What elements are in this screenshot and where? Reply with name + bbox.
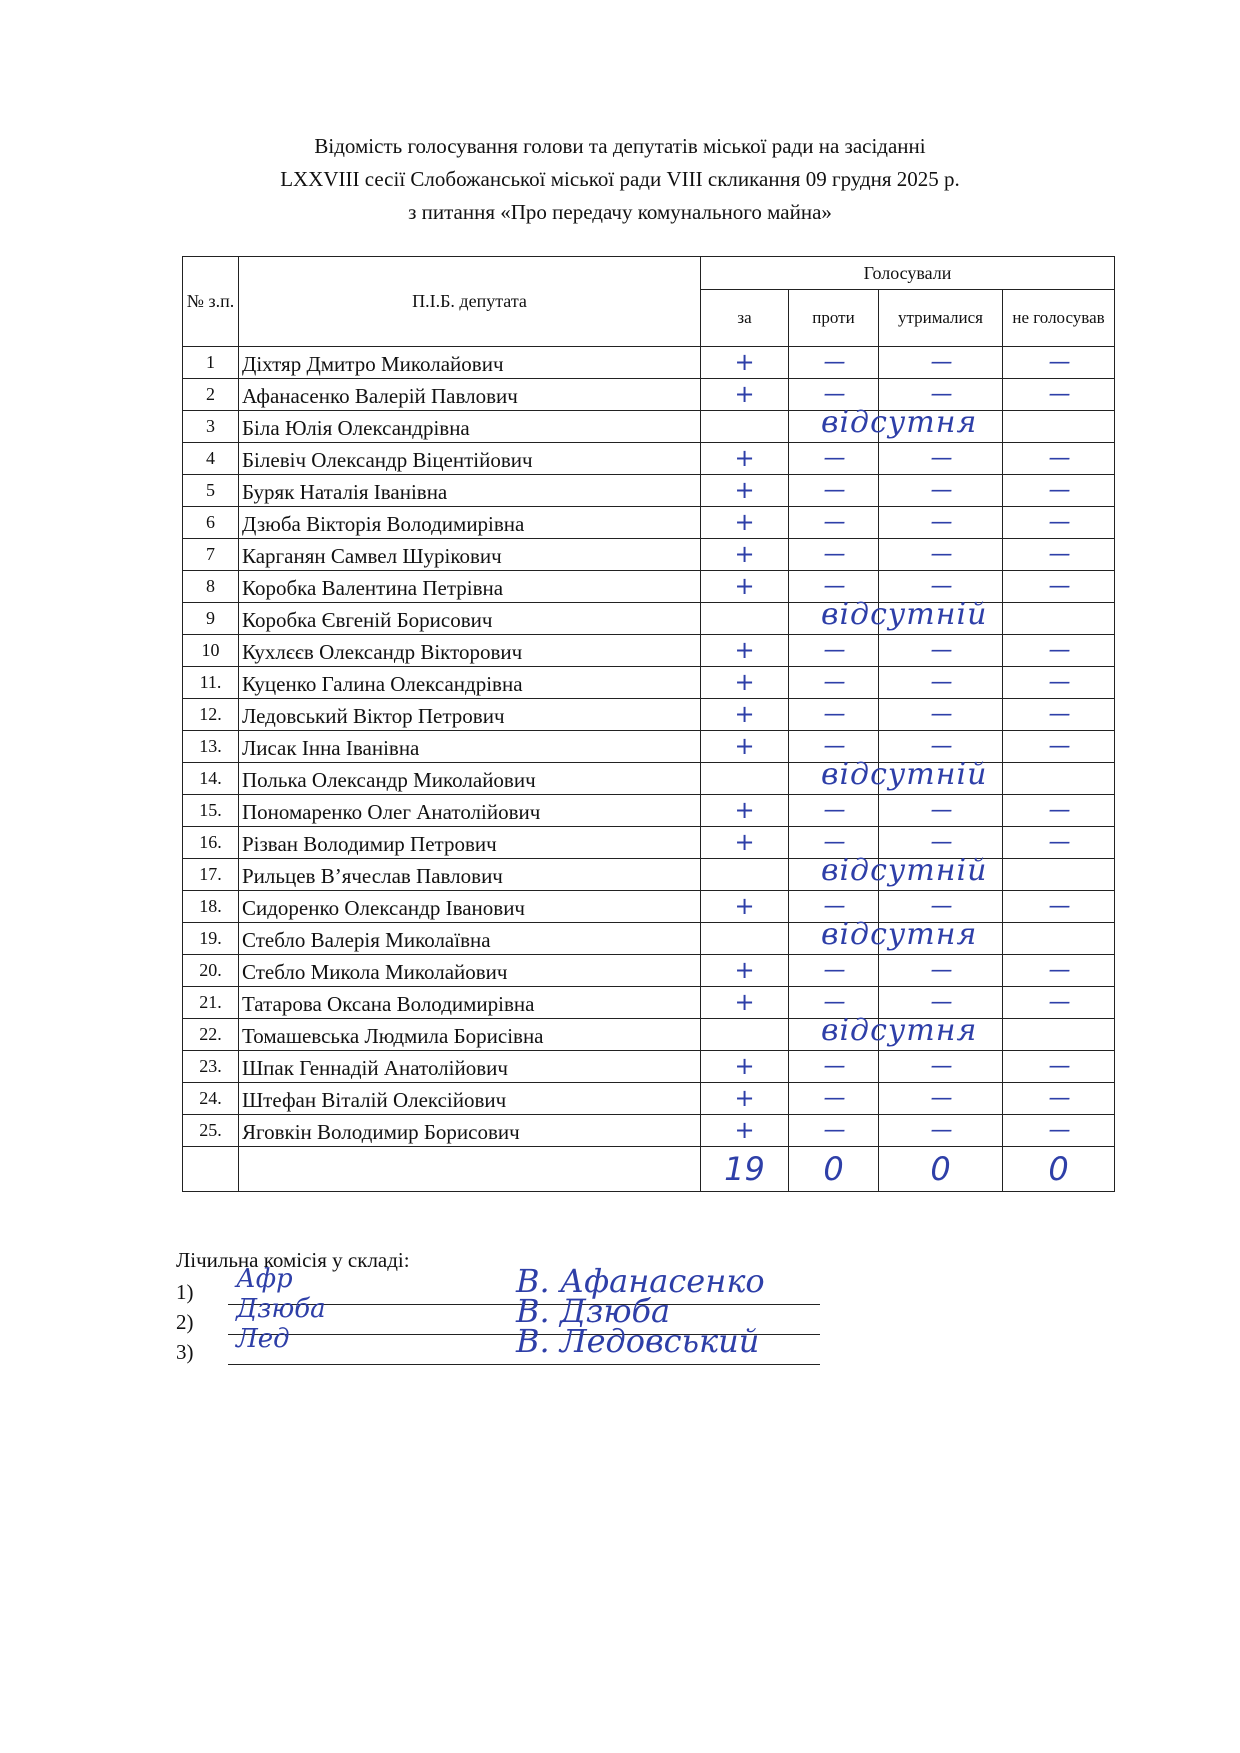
vote-abstained-cell bbox=[879, 1115, 1003, 1147]
vote-for-cell bbox=[701, 1013, 978, 1051]
header-not-voted: не голосував bbox=[1003, 290, 1115, 347]
vote-for-mark: + bbox=[734, 700, 755, 728]
vote-for-cell bbox=[701, 667, 789, 699]
vote-abstained-cell bbox=[879, 475, 1003, 507]
table-row bbox=[183, 955, 1115, 987]
member-number: 1) bbox=[176, 1280, 194, 1304]
dash-mark: — bbox=[1048, 573, 1069, 599]
vote-for-cell bbox=[701, 1051, 789, 1083]
dash-mark: — bbox=[823, 477, 844, 503]
dash-mark: — bbox=[1048, 637, 1069, 663]
row-number: 9 bbox=[183, 603, 239, 635]
deputy-name: Шпак Геннадій Анатолійович bbox=[239, 1051, 701, 1083]
table-row bbox=[183, 539, 1115, 571]
vote-against-cell bbox=[789, 763, 879, 795]
table-row bbox=[183, 411, 1115, 443]
table-row bbox=[183, 1019, 1115, 1051]
dash-mark: — bbox=[823, 573, 844, 599]
vote-for-mark: + bbox=[734, 444, 755, 472]
row-number: 5 bbox=[183, 475, 239, 507]
signature-line bbox=[228, 1364, 820, 1365]
table-row bbox=[183, 859, 1115, 891]
total-for: 19 bbox=[701, 1147, 789, 1192]
absent-note: відсутній bbox=[821, 853, 988, 888]
dash-mark: — bbox=[930, 829, 951, 855]
vote-not-voted-cell bbox=[1003, 955, 1115, 987]
absent-note: відсутня bbox=[821, 917, 978, 952]
vote-for-cell bbox=[701, 955, 789, 987]
dash-mark: — bbox=[1048, 445, 1069, 471]
table-row bbox=[183, 603, 1115, 635]
vote-abstained-cell bbox=[879, 539, 1003, 571]
deputy-name: Афанасенко Валерій Павлович bbox=[239, 379, 701, 411]
table-body bbox=[183, 347, 1115, 1147]
vote-against-cell bbox=[789, 411, 879, 443]
member-number: 2) bbox=[176, 1310, 194, 1334]
vote-against-cell bbox=[789, 635, 879, 667]
header-number: № з.п. bbox=[183, 257, 239, 347]
vote-for-mark: + bbox=[734, 348, 755, 376]
totals-row bbox=[183, 1147, 1115, 1192]
vote-for-mark: + bbox=[734, 1116, 755, 1144]
vote-for-cell bbox=[701, 1083, 789, 1115]
title-line-1: Відомість голосування голови та депутатів міської ради на засіданні bbox=[314, 134, 926, 158]
dash-mark: — bbox=[930, 509, 951, 535]
vote-not-voted-cell bbox=[1003, 1083, 1115, 1115]
absent-note: відсутній bbox=[821, 757, 988, 792]
deputy-name: Кухлєєв Олександр Вікторович bbox=[239, 635, 701, 667]
deputy-name: Буряк Наталія Іванівна bbox=[239, 475, 701, 507]
vote-for-cell bbox=[701, 635, 789, 667]
vote-abstained-cell bbox=[879, 699, 1003, 731]
counting-commission bbox=[176, 1248, 816, 1368]
dash-mark: — bbox=[930, 637, 951, 663]
vote-for-cell bbox=[701, 507, 789, 539]
vote-abstained-cell bbox=[879, 603, 1003, 635]
vote-for-cell bbox=[701, 347, 789, 379]
dash-mark: — bbox=[823, 445, 844, 471]
vote-not-voted-cell bbox=[1003, 1051, 1115, 1083]
document-title bbox=[0, 130, 1240, 229]
vote-abstained-cell bbox=[879, 763, 1003, 795]
member-number: 3) bbox=[176, 1340, 194, 1364]
dash-mark: — bbox=[823, 797, 844, 823]
vote-against-cell bbox=[789, 1019, 879, 1051]
dash-mark: — bbox=[1048, 381, 1069, 407]
vote-against-cell bbox=[789, 1083, 879, 1115]
dash-mark: — bbox=[1048, 477, 1069, 503]
row-number: 7 bbox=[183, 539, 239, 571]
dash-mark: — bbox=[930, 573, 951, 599]
vote-for-cell bbox=[701, 597, 988, 635]
dash-mark: — bbox=[823, 1117, 844, 1143]
dash-mark: — bbox=[823, 1053, 844, 1079]
vote-against-cell bbox=[789, 955, 879, 987]
row-number: 21. bbox=[183, 987, 239, 1019]
dash-mark: — bbox=[823, 669, 844, 695]
table-row bbox=[183, 1083, 1115, 1115]
row-number: 6 bbox=[183, 507, 239, 539]
vote-not-voted-cell bbox=[1003, 891, 1115, 923]
row-number: 10 bbox=[183, 635, 239, 667]
vote-abstained-cell bbox=[879, 923, 1003, 955]
handwritten-signature: Лед bbox=[236, 1324, 290, 1354]
vote-against-cell bbox=[789, 1115, 879, 1147]
table-row bbox=[183, 699, 1115, 731]
deputy-name: Штефан Віталій Олексійович bbox=[239, 1083, 701, 1115]
commission-member bbox=[176, 1322, 816, 1368]
vote-against-cell bbox=[789, 923, 879, 955]
row-number: 18. bbox=[183, 891, 239, 923]
vote-for-mark: + bbox=[734, 828, 755, 856]
deputy-name: Сидоренко Олександр Іванович bbox=[239, 891, 701, 923]
dash-mark: — bbox=[930, 381, 951, 407]
vote-against-cell bbox=[789, 859, 879, 891]
vote-abstained-cell bbox=[879, 347, 1003, 379]
dash-mark: — bbox=[1048, 1053, 1069, 1079]
vote-against-cell bbox=[789, 475, 879, 507]
vote-for-mark: + bbox=[734, 668, 755, 696]
row-number: 3 bbox=[183, 411, 239, 443]
vote-against-cell bbox=[789, 795, 879, 827]
vote-for-cell bbox=[701, 379, 789, 411]
vote-for-mark: + bbox=[734, 988, 755, 1016]
vote-not-voted-cell bbox=[1003, 859, 1115, 891]
row-number: 12. bbox=[183, 699, 239, 731]
vote-not-voted-cell bbox=[1003, 347, 1115, 379]
dash-mark: — bbox=[1048, 797, 1069, 823]
row-number: 20. bbox=[183, 955, 239, 987]
table-row bbox=[183, 667, 1115, 699]
vote-not-voted-cell bbox=[1003, 827, 1115, 859]
table-row bbox=[183, 1051, 1115, 1083]
dash-mark: — bbox=[930, 477, 951, 503]
dash-mark: — bbox=[823, 637, 844, 663]
vote-not-voted-cell bbox=[1003, 539, 1115, 571]
dash-mark: — bbox=[1048, 989, 1069, 1015]
vote-abstained-cell bbox=[879, 955, 1003, 987]
handwritten-signature: Афр bbox=[236, 1264, 293, 1294]
total-abstained: 0 bbox=[879, 1147, 1003, 1192]
vote-not-voted-cell bbox=[1003, 795, 1115, 827]
member-name: В. Дзюба bbox=[516, 1292, 671, 1330]
deputy-name: Діхтяр Дмитро Миколайович bbox=[239, 347, 701, 379]
title-line-3: з питання «Про передачу комунального майна» bbox=[408, 200, 832, 224]
vote-for-cell bbox=[701, 405, 978, 443]
absent-note: відсутня bbox=[821, 1013, 978, 1048]
row-number: 15. bbox=[183, 795, 239, 827]
vote-not-voted-cell bbox=[1003, 379, 1115, 411]
vote-for-cell bbox=[701, 443, 789, 475]
deputy-name: Білевіч Олександр Віцентійович bbox=[239, 443, 701, 475]
deputy-name: Стебло Валерія Миколаївна bbox=[239, 923, 701, 955]
dash-mark: — bbox=[1048, 701, 1069, 727]
vote-not-voted-cell bbox=[1003, 1115, 1115, 1147]
vote-for-mark: + bbox=[734, 636, 755, 664]
row-number: 25. bbox=[183, 1115, 239, 1147]
deputy-name: Томашевська Людмила Борисівна bbox=[239, 1019, 701, 1051]
vote-for-cell bbox=[701, 731, 789, 763]
vote-for-cell bbox=[701, 699, 789, 731]
vote-abstained-cell bbox=[879, 411, 1003, 443]
vote-for-mark: + bbox=[734, 476, 755, 504]
vote-for-mark: + bbox=[734, 540, 755, 568]
dash-mark: — bbox=[930, 1053, 951, 1079]
deputy-name: Полька Олександр Миколайович bbox=[239, 763, 701, 795]
table-row bbox=[183, 795, 1115, 827]
vote-for-mark: + bbox=[734, 1052, 755, 1080]
absent-note: відсутній bbox=[821, 597, 988, 632]
vote-not-voted-cell bbox=[1003, 1019, 1115, 1051]
vote-abstained-cell bbox=[879, 443, 1003, 475]
vote-against-cell bbox=[789, 347, 879, 379]
dash-mark: — bbox=[823, 893, 844, 919]
voting-table bbox=[182, 256, 1115, 1192]
row-number: 11. bbox=[183, 667, 239, 699]
vote-not-voted-cell bbox=[1003, 731, 1115, 763]
vote-not-voted-cell bbox=[1003, 603, 1115, 635]
dash-mark: — bbox=[823, 989, 844, 1015]
dash-mark: — bbox=[823, 957, 844, 983]
deputy-name: Карганян Самвел Шурікович bbox=[239, 539, 701, 571]
deputy-name: Різван Володимир Петрович bbox=[239, 827, 701, 859]
deputy-name: Куценко Галина Олександрівна bbox=[239, 667, 701, 699]
vote-not-voted-cell bbox=[1003, 571, 1115, 603]
dash-mark: — bbox=[823, 509, 844, 535]
dash-mark: — bbox=[1048, 541, 1069, 567]
dash-mark: — bbox=[1048, 1117, 1069, 1143]
dash-mark: — bbox=[930, 957, 951, 983]
vote-abstained-cell bbox=[879, 1019, 1003, 1051]
header-for: за bbox=[701, 290, 789, 347]
dash-mark: — bbox=[930, 445, 951, 471]
row-number: 13. bbox=[183, 731, 239, 763]
vote-not-voted-cell bbox=[1003, 667, 1115, 699]
row-number: 14. bbox=[183, 763, 239, 795]
vote-for-cell bbox=[701, 827, 789, 859]
vote-for-mark: + bbox=[734, 796, 755, 824]
member-name: В. Афанасенко bbox=[516, 1262, 765, 1300]
vote-not-voted-cell bbox=[1003, 987, 1115, 1019]
dash-mark: — bbox=[823, 541, 844, 567]
deputy-name: Коробка Валентина Петрівна bbox=[239, 571, 701, 603]
deputy-name: Біла Юлія Олександрівна bbox=[239, 411, 701, 443]
dash-mark: — bbox=[823, 381, 844, 407]
vote-against-cell bbox=[789, 667, 879, 699]
dash-mark: — bbox=[930, 1117, 951, 1143]
totals-name-cell bbox=[239, 1147, 701, 1192]
table-row bbox=[183, 507, 1115, 539]
dash-mark: — bbox=[930, 1085, 951, 1111]
dash-mark: — bbox=[1048, 1085, 1069, 1111]
total-against: 0 bbox=[789, 1147, 879, 1192]
dash-mark: — bbox=[1048, 893, 1069, 919]
table-row bbox=[183, 923, 1115, 955]
deputy-name: Рильцев В’ячеслав Павлович bbox=[239, 859, 701, 891]
deputy-name: Ледовський Віктор Петрович bbox=[239, 699, 701, 731]
table-row bbox=[183, 443, 1115, 475]
vote-against-cell bbox=[789, 1051, 879, 1083]
handwritten-signature: Дзюба bbox=[236, 1294, 326, 1324]
vote-not-voted-cell bbox=[1003, 635, 1115, 667]
dash-mark: — bbox=[930, 349, 951, 375]
vote-for-cell bbox=[701, 1115, 789, 1147]
dash-mark: — bbox=[930, 669, 951, 695]
row-number: 23. bbox=[183, 1051, 239, 1083]
total-not-voted: 0 bbox=[1003, 1147, 1115, 1192]
dash-mark: — bbox=[930, 733, 951, 759]
table-row bbox=[183, 475, 1115, 507]
vote-not-voted-cell bbox=[1003, 507, 1115, 539]
row-number: 17. bbox=[183, 859, 239, 891]
dash-mark: — bbox=[930, 701, 951, 727]
deputy-name: Пономаренко Олег Анатолійович bbox=[239, 795, 701, 827]
row-number: 22. bbox=[183, 1019, 239, 1051]
table-row bbox=[183, 635, 1115, 667]
vote-for-mark: + bbox=[734, 1084, 755, 1112]
vote-for-mark: + bbox=[734, 380, 755, 408]
vote-against-cell bbox=[789, 603, 879, 635]
table-row bbox=[183, 763, 1115, 795]
vote-not-voted-cell bbox=[1003, 443, 1115, 475]
dash-mark: — bbox=[1048, 829, 1069, 855]
vote-abstained-cell bbox=[879, 635, 1003, 667]
deputy-name: Лисак Інна Іванівна bbox=[239, 731, 701, 763]
row-number: 16. bbox=[183, 827, 239, 859]
dash-mark: — bbox=[823, 733, 844, 759]
table-row bbox=[183, 347, 1115, 379]
vote-for-mark: + bbox=[734, 956, 755, 984]
vote-for-cell bbox=[701, 475, 789, 507]
vote-for-mark: + bbox=[734, 892, 755, 920]
vote-against-cell bbox=[789, 443, 879, 475]
dash-mark: — bbox=[930, 541, 951, 567]
dash-mark: — bbox=[1048, 957, 1069, 983]
vote-for-cell bbox=[701, 571, 789, 603]
header-abstained: утрималися bbox=[879, 290, 1003, 347]
header-name: П.І.Б. депутата bbox=[239, 257, 701, 347]
dash-mark: — bbox=[823, 1085, 844, 1111]
vote-not-voted-cell bbox=[1003, 475, 1115, 507]
row-number: 19. bbox=[183, 923, 239, 955]
member-name: В. Ледовський bbox=[516, 1322, 760, 1360]
vote-for-mark: + bbox=[734, 508, 755, 536]
deputy-name: Яговкін Володимир Борисович bbox=[239, 1115, 701, 1147]
vote-for-cell bbox=[701, 853, 988, 891]
dash-mark: — bbox=[930, 893, 951, 919]
deputy-name: Коробка Євгеній Борисович bbox=[239, 603, 701, 635]
deputy-name: Дзюба Вікторія Володимирівна bbox=[239, 507, 701, 539]
vote-abstained-cell bbox=[879, 859, 1003, 891]
row-number: 24. bbox=[183, 1083, 239, 1115]
vote-against-cell bbox=[789, 699, 879, 731]
dash-mark: — bbox=[823, 829, 844, 855]
row-number: 1 bbox=[183, 347, 239, 379]
vote-abstained-cell bbox=[879, 667, 1003, 699]
dash-mark: — bbox=[1048, 733, 1069, 759]
vote-not-voted-cell bbox=[1003, 763, 1115, 795]
dash-mark: — bbox=[1048, 349, 1069, 375]
header-against: проти bbox=[789, 290, 879, 347]
dash-mark: — bbox=[823, 349, 844, 375]
deputy-name: Стебло Микола Миколайович bbox=[239, 955, 701, 987]
dash-mark: — bbox=[930, 797, 951, 823]
vote-abstained-cell bbox=[879, 1083, 1003, 1115]
vote-for-cell bbox=[701, 917, 978, 955]
vote-for-cell bbox=[701, 795, 789, 827]
vote-not-voted-cell bbox=[1003, 411, 1115, 443]
absent-note: відсутня bbox=[821, 405, 978, 440]
row-number: 8 bbox=[183, 571, 239, 603]
vote-against-cell bbox=[789, 507, 879, 539]
table-row bbox=[183, 1115, 1115, 1147]
header-voted: Голосували bbox=[701, 257, 1115, 290]
vote-for-cell bbox=[701, 539, 789, 571]
vote-abstained-cell bbox=[879, 1051, 1003, 1083]
vote-not-voted-cell bbox=[1003, 699, 1115, 731]
deputy-name: Татарова Оксана Володимирівна bbox=[239, 987, 701, 1019]
vote-abstained-cell bbox=[879, 507, 1003, 539]
dash-mark: — bbox=[823, 701, 844, 727]
vote-against-cell bbox=[789, 539, 879, 571]
row-number: 4 bbox=[183, 443, 239, 475]
vote-not-voted-cell bbox=[1003, 923, 1115, 955]
commission-title: Лічильна комісія у складі: bbox=[176, 1248, 410, 1272]
totals-num-cell bbox=[183, 1147, 239, 1192]
vote-for-mark: + bbox=[734, 732, 755, 760]
dash-mark: — bbox=[930, 989, 951, 1015]
row-number: 2 bbox=[183, 379, 239, 411]
vote-for-cell bbox=[701, 891, 789, 923]
vote-for-cell bbox=[701, 757, 988, 795]
dash-mark: — bbox=[1048, 669, 1069, 695]
vote-abstained-cell bbox=[879, 795, 1003, 827]
dash-mark: — bbox=[1048, 509, 1069, 535]
vote-for-cell bbox=[701, 987, 789, 1019]
vote-for-mark: + bbox=[734, 572, 755, 600]
title-line-2: LXXVIII сесії Слобожанської міської ради VIII скликання 09 грудня 2025 р. bbox=[280, 167, 960, 191]
